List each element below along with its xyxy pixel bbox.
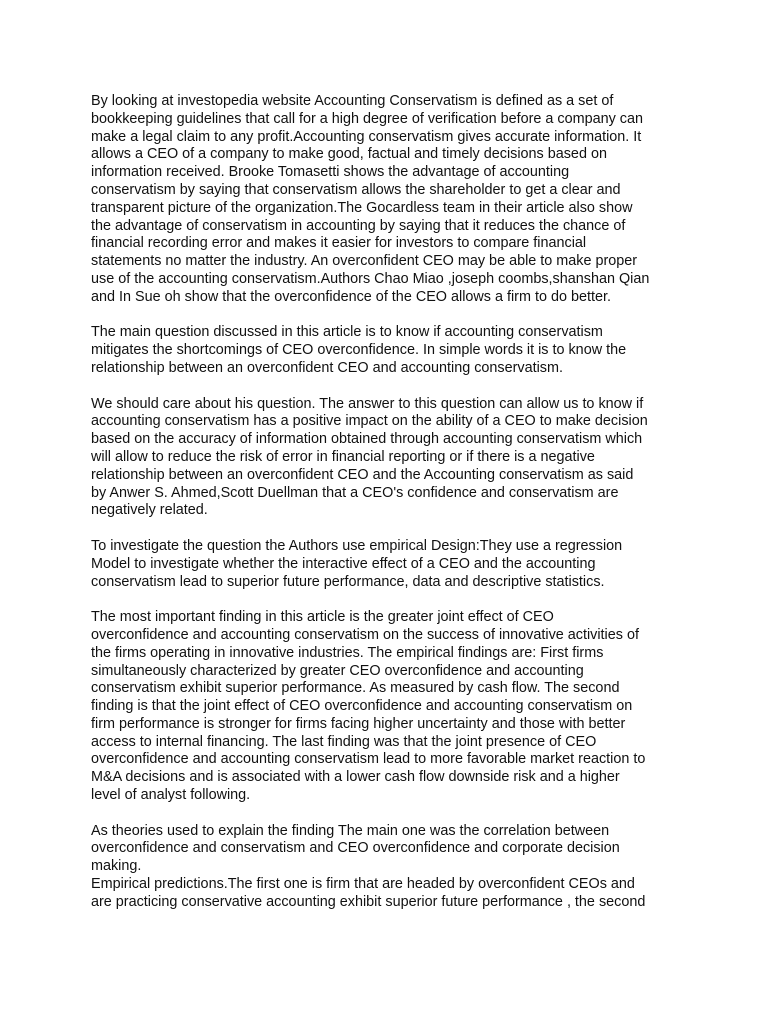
paragraph-findings: The most important finding in this article is the greater joint effect of CEO overconfidence and accounting conservatism on the success of innovative activities of the firms operating in innovative industries. The empirical findings are: First firms simultaneously characterized by greater CEO overconfidence and accounting conservatism exhibit superior performance. As measured by cash flow. The second finding is that the joint effect of CEO overconfidence and accounting conservatism on firm performance is stronger for firms facing higher uncertainty and those with better access to internal financing. The last finding was that the joint presence of CEO overconfidence and accounting conservatism lead to more favorable market reaction to M&A decisions and is associated with a lower cash flow downside risk and a higher level of analyst following. — [91, 609, 646, 804]
paragraph-empirical-predictions: Empirical predictions.The first one is firm that are headed by overconfident CEOs and are practicing conservative accounting exhibit superior future performance , the second — [91, 876, 646, 910]
paragraph-main-question: The main question discussed in this article is to know if accounting conservatism mitigates the shortcomings of CEO overconfidence. In simple words it is to know the relationship between an overconfident CEO and accounting conservatism. — [91, 324, 627, 376]
paragraph-theories: As theories used to explain the finding The main one was the correlation between overconfidence and conservatism and CEO overconfidence and corporate decision making. — [91, 822, 620, 875]
document-body — [91, 93, 683, 912]
paragraph-accounting-conservatism-definition: By looking at investopedia website Accounting Conservatism is defined as a set of bookkeeping guidelines that call for a high degree of verification before a company can make a legal claim to any profit.Accounting conservatism gives accurate information. It allows a CEO of a company to make good, factual and timely decisions based on information received. Brooke Tomasetti shows the advantage of accounting conservatism by saying that conservatism allows the shareholder to get a clear and transparent picture of the organization.The Gocardless team in their article also show the advantage of conservatism in accounting by saying that it reduces the chance of financial recording error and makes it easier for investors to compare financial statements no matter the industry. An overconfident CEO may be able to make proper use of the accounting conservatism.Authors Chao Miao ,joseph coombs,shanshan Qian and In Sue oh show that the overconfidence of the CEO allows a firm to do better. — [91, 93, 650, 305]
paragraph-empirical-design: To investigate the question the Authors use empirical Design:They use a regression Model to investigate whether the interactive effect of a CEO and the accounting conservatism lead to superior future performance, data and descriptive statistics. — [91, 537, 623, 590]
paragraph-why-care: We should care about his question. The answer to this question can allow us to know if accounting conservatism has a positive impact on the ability of a CEO to make decision based on the accuracy of information obtained through accounting conservatism which will allow to reduce the risk of error in financial reporting or if there is a negative relationship between an overconfident CEO and the Accounting conservatism as said by Anwer S. Ahmed,Scott Duellman that a CEO's confidence and conservatism are negatively related. — [91, 395, 648, 519]
